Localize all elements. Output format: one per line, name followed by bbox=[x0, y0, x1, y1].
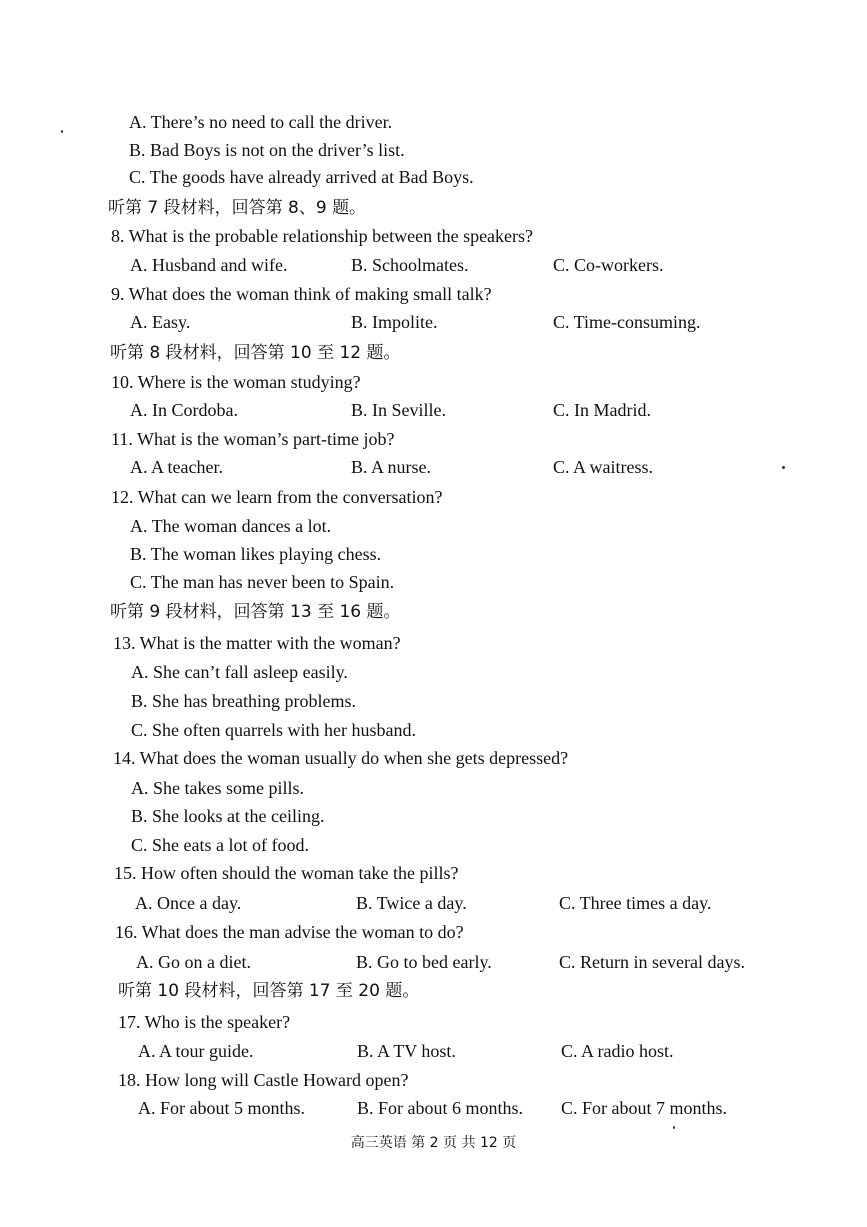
option-c: C. Time-consuming. bbox=[553, 312, 701, 332]
option-a: A. In Cordoba. bbox=[130, 400, 238, 420]
option-a: A. A teacher. bbox=[130, 457, 223, 477]
question-stem: 18. How long will Castle Howard open? bbox=[118, 1070, 409, 1090]
option-b: B. Impolite. bbox=[351, 312, 438, 332]
option-b: B. A nurse. bbox=[351, 457, 432, 477]
option-b: B. Go to bed early. bbox=[356, 952, 492, 972]
section-heading: 听第 9 段材料，回答第 13 至 16 题。 bbox=[110, 602, 401, 622]
option-b: B. Twice a day. bbox=[356, 893, 467, 913]
option-a: A. A tour guide. bbox=[138, 1041, 254, 1061]
answer-option: C. She eats a lot of food. bbox=[131, 835, 309, 855]
option-c: C. For about 7 months. bbox=[561, 1098, 728, 1118]
answer-option: C. The goods have already arrived at Bad Boys. bbox=[129, 167, 474, 187]
question-stem: 14. What does the woman usually do when she gets depressed? bbox=[113, 748, 569, 768]
question-stem: 15. How often should the woman take the pills? bbox=[114, 863, 459, 883]
scan-speck bbox=[61, 130, 63, 133]
option-a: A. Once a day. bbox=[135, 893, 242, 913]
answer-option: B. She has breathing problems. bbox=[131, 691, 356, 711]
option-a: A. Husband and wife. bbox=[130, 255, 288, 275]
section-heading: 听第 7 段材料，回答第 8、9 题。 bbox=[108, 198, 367, 218]
answer-option: A. She can’t fall asleep easily. bbox=[131, 662, 348, 682]
option-c: C. Three times a day. bbox=[559, 893, 712, 913]
question-stem: 11. What is the woman’s part-time job? bbox=[111, 429, 395, 449]
answer-option: B. Bad Boys is not on the driver’s list. bbox=[129, 140, 405, 160]
answer-option: B. The woman likes playing chess. bbox=[130, 544, 382, 564]
option-c: C. Co-workers. bbox=[553, 255, 664, 275]
section-heading: 听第 8 段材料，回答第 10 至 12 题。 bbox=[110, 343, 401, 363]
answer-option: C. The man has never been to Spain. bbox=[130, 572, 395, 592]
answer-option: C. She often quarrels with her husband. bbox=[131, 720, 416, 740]
page-footer: 高三英语 第 2 页 共 12 页 bbox=[350, 1135, 517, 1151]
answer-option: A. The woman dances a lot. bbox=[130, 516, 332, 536]
option-c: C. A radio host. bbox=[561, 1041, 674, 1061]
answer-option: B. She looks at the ceiling. bbox=[131, 806, 325, 826]
option-a: A. Go on a diet. bbox=[136, 952, 251, 972]
question-stem: 13. What is the matter with the woman? bbox=[113, 633, 401, 653]
option-a: A. For about 5 months. bbox=[138, 1098, 306, 1118]
answer-option: A. There’s no need to call the driver. bbox=[129, 112, 393, 132]
option-c: C. A waitress. bbox=[553, 457, 654, 477]
question-stem: 17. Who is the speaker? bbox=[118, 1012, 291, 1032]
question-stem: 8. What is the probable relationship between the speakers? bbox=[111, 226, 534, 246]
question-stem: 16. What does the man advise the woman to do? bbox=[115, 922, 464, 942]
scan-speck bbox=[782, 466, 785, 469]
option-c: C. In Madrid. bbox=[553, 400, 651, 420]
option-c: C. Return in several days. bbox=[559, 952, 745, 972]
option-b: B. Schoolmates. bbox=[351, 255, 469, 275]
answer-option: A. She takes some pills. bbox=[131, 778, 304, 798]
section-heading: 听第 10 段材料，回答第 17 至 20 题。 bbox=[118, 981, 420, 1001]
question-stem: 9. What does the woman think of making small talk? bbox=[111, 284, 492, 304]
option-a: A. Easy. bbox=[130, 312, 191, 332]
question-stem: 10. Where is the woman studying? bbox=[111, 372, 361, 392]
option-b: B. For about 6 months. bbox=[357, 1098, 524, 1118]
scan-speck bbox=[673, 1126, 675, 1129]
option-b: B. A TV host. bbox=[357, 1041, 456, 1061]
question-stem: 12. What can we learn from the conversation? bbox=[111, 487, 443, 507]
option-b: B. In Seville. bbox=[351, 400, 446, 420]
